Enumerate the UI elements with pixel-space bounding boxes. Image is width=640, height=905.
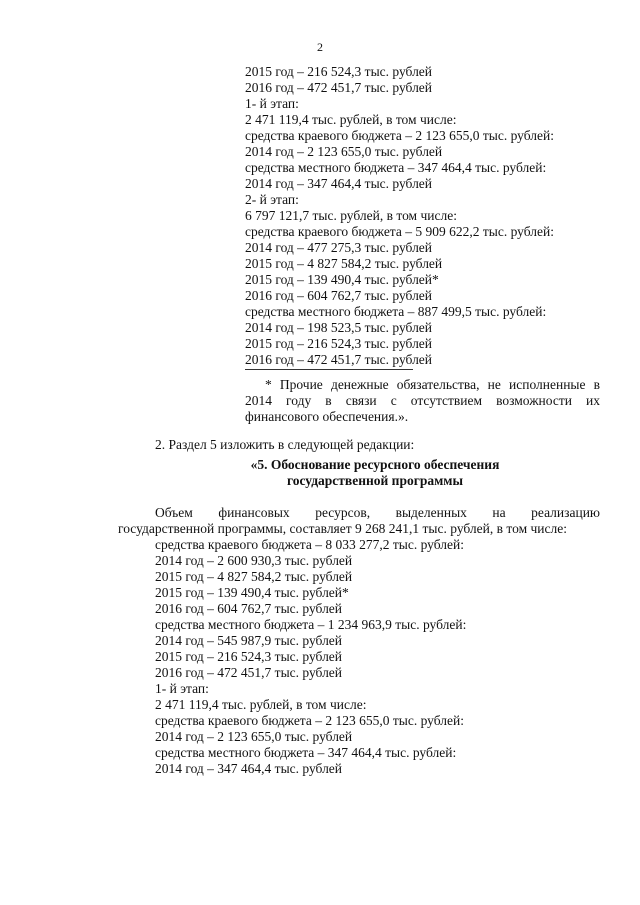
list-line: 2014 год – 545 987,9 тыс. рублей bbox=[155, 633, 343, 648]
list-line: средства краевого бюджета – 2 123 655,0 тыс. рублей: bbox=[245, 128, 554, 143]
list-line: 1- й этап: bbox=[245, 96, 299, 111]
list-line: 2015 год – 216 524,3 тыс. рублей bbox=[245, 64, 433, 79]
intro-paragraph bbox=[118, 505, 600, 537]
list-line: 2016 год – 472 451,7 тыс. рублей bbox=[245, 352, 433, 367]
list-line: 2015 год – 139 490,4 тыс. рублей* bbox=[155, 585, 349, 600]
list-line: средства местного бюджета – 887 499,5 тыс. рублей: bbox=[245, 304, 547, 319]
list-line: 2015 год – 4 827 584,2 тыс. рублей bbox=[245, 256, 443, 271]
list-line: 2014 год – 477 275,3 тыс. рублей bbox=[245, 240, 433, 255]
heading-line: «5. Обоснование ресурсного обеспечения bbox=[250, 457, 500, 472]
section-item: 2. Раздел 5 изложить в следующей редакции: bbox=[155, 437, 415, 452]
list-line: 6 797 121,7 тыс. рублей, в том числе: bbox=[245, 208, 457, 223]
list-line: 2016 год – 604 762,7 тыс. рублей bbox=[245, 288, 433, 303]
footnote-divider bbox=[245, 369, 413, 370]
list-line: 2015 год – 4 827 584,2 тыс. рублей bbox=[155, 569, 353, 584]
list-line: 2014 год – 198 523,5 тыс. рублей bbox=[245, 320, 433, 335]
list-line: 2014 год – 2 600 930,3 тыс. рублей bbox=[155, 553, 353, 568]
list-line: 2014 год – 2 123 655,0 тыс. рублей bbox=[245, 144, 443, 159]
list-line: 2016 год – 472 451,7 тыс. рублей bbox=[245, 80, 433, 95]
list-line: средства местного бюджета – 1 234 963,9 тыс. рублей: bbox=[155, 617, 467, 632]
list-line: 2015 год – 216 524,3 тыс. рублей bbox=[155, 649, 343, 664]
list-line: 2015 год – 216 524,3 тыс. рублей bbox=[245, 336, 433, 351]
list-line: 2014 год – 2 123 655,0 тыс. рублей bbox=[155, 729, 353, 744]
lower-funding-list bbox=[155, 537, 600, 777]
list-line: 2016 год – 472 451,7 тыс. рублей bbox=[155, 665, 343, 680]
list-line: средства местного бюджета – 347 464,4 тыс. рублей: bbox=[245, 160, 547, 175]
upper-funding-list bbox=[245, 64, 600, 425]
intro-line: Объем финансовых ресурсов, выделенных на реализацию bbox=[155, 505, 600, 520]
list-line: средства местного бюджета – 347 464,4 тыс. рублей: bbox=[155, 745, 457, 760]
list-line: 2014 год – 347 464,4 тыс. рублей bbox=[245, 176, 433, 191]
section-heading bbox=[200, 457, 550, 489]
list-line: 2015 год – 139 490,4 тыс. рублей* bbox=[245, 272, 439, 287]
list-line: 2016 год – 604 762,7 тыс. рублей bbox=[155, 601, 343, 616]
list-line: 1- й этап: bbox=[155, 681, 209, 696]
page-number: 2 bbox=[317, 40, 323, 54]
footnote: * Прочие денежные обязательства, не исполненные в 2014 году в связи с отсутствием возможности их финансового обеспечения.». bbox=[245, 377, 600, 424]
list-line: средства краевого бюджета – 2 123 655,0 тыс. рублей: bbox=[155, 713, 464, 728]
list-line: 2 471 119,4 тыс. рублей, в том числе: bbox=[245, 112, 457, 127]
heading-line: государственной программы bbox=[286, 473, 464, 488]
list-line: 2 471 119,4 тыс. рублей, в том числе: bbox=[155, 697, 367, 712]
list-line: 2- й этап: bbox=[245, 192, 299, 207]
list-line: средства краевого бюджета – 5 909 622,2 тыс. рублей: bbox=[245, 224, 554, 239]
intro-line: государственной программы, составляет 9 268 241,1 тыс. рублей, в том числе: bbox=[118, 521, 567, 536]
list-line: 2014 год – 347 464,4 тыс. рублей bbox=[155, 761, 343, 776]
list-line: средства краевого бюджета – 8 033 277,2 тыс. рублей: bbox=[155, 537, 464, 552]
